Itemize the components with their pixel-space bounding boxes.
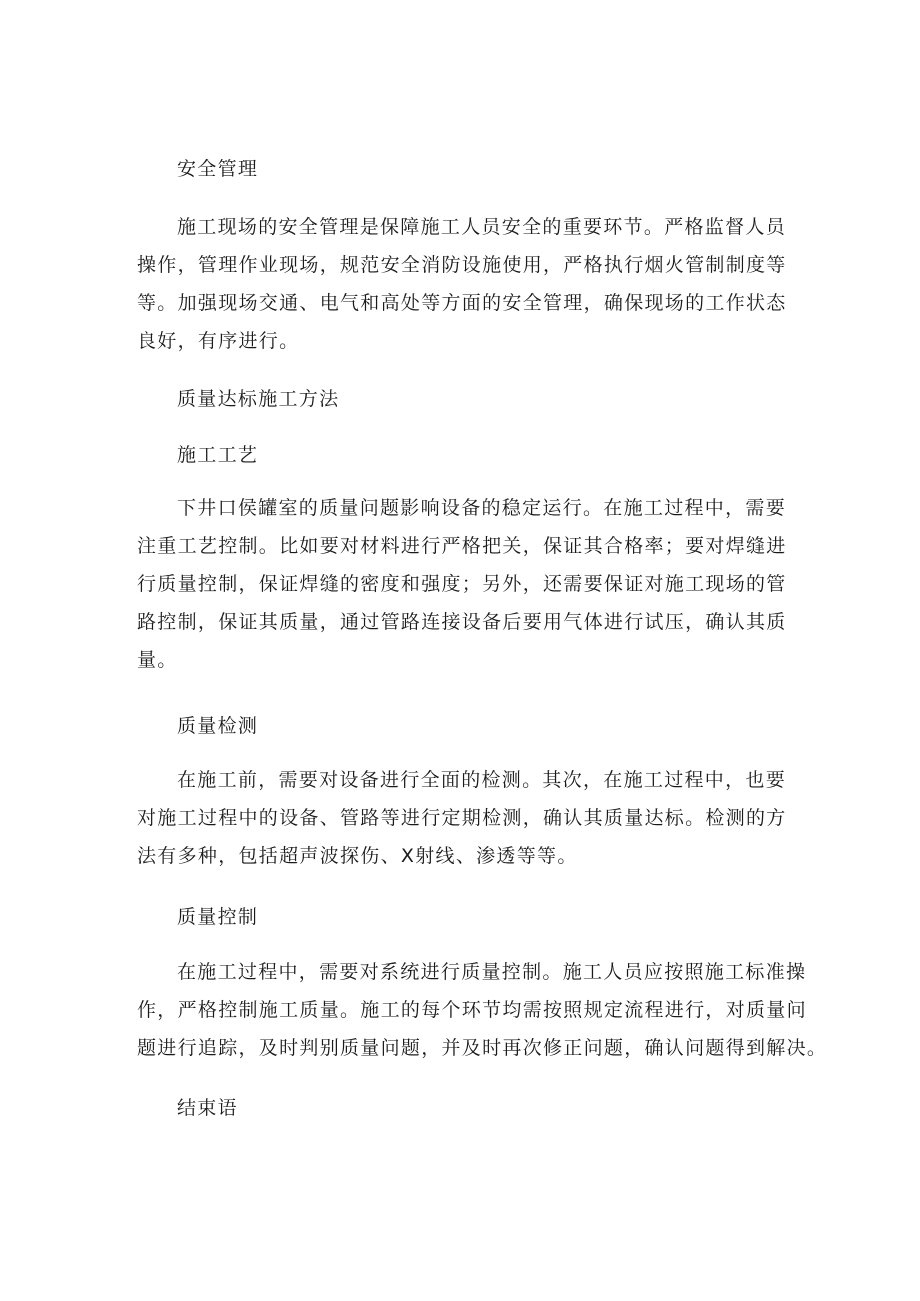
section-heading-quality-methods: 质量达标施工方法 bbox=[177, 388, 340, 410]
section-heading-conclusion: 结束语 bbox=[177, 1097, 238, 1119]
paragraph-line: 在施工前，需要对设备进行全面的检测。其次，在施工过程中，也要 bbox=[177, 769, 787, 791]
paragraph-line: 路控制，保证其质量，通过管路连接设备后要用气体进行试压，确认其质 bbox=[137, 611, 787, 633]
paragraph-quality-control bbox=[137, 953, 828, 1067]
paragraph-line: 行质量控制，保证焊缝的密度和强度；另外，还需要保证对施工现场的管 bbox=[137, 573, 787, 595]
paragraph-line: 量。 bbox=[137, 649, 178, 671]
section-heading-safety-management: 安全管理 bbox=[177, 158, 259, 180]
paragraph-line: 作，严格控制施工质量。施工的每个环节均需按照规定流程进行，对质量问 bbox=[137, 999, 807, 1021]
paragraph-line: 良好，有序进行。 bbox=[137, 330, 300, 352]
paragraph-line: 等。加强现场交通、电气和高处等方面的安全管理，确保现场的工作状态 bbox=[137, 292, 787, 314]
section-heading-quality-inspection: 质量检测 bbox=[177, 715, 259, 737]
paragraph-line: 题进行追踪，及时判别质量问题，并及时再次修正问题，确认问题得到解决。 bbox=[137, 1037, 828, 1059]
section-heading-quality-control: 质量控制 bbox=[177, 906, 259, 928]
section-heading-construction-process: 施工工艺 bbox=[177, 444, 259, 466]
paragraph-safety-management bbox=[137, 208, 789, 360]
paragraph-quality-inspection bbox=[137, 761, 789, 875]
paragraph-line: 注重工艺控制。比如要对材料进行严格把关，保证其合格率；要对焊缝进 bbox=[137, 535, 787, 557]
paragraph-line: 对施工过程中的设备、管路等进行定期检测，确认其质量达标。检测的方 bbox=[137, 807, 787, 829]
paragraph-line: 在施工过程中，需要对系统进行质量控制。施工人员应按照施工标准操 bbox=[177, 961, 807, 983]
paragraph-line: 下井口侯罐室的质量问题影响设备的稳定运行。在施工过程中，需要 bbox=[177, 497, 787, 519]
paragraph-construction-process bbox=[137, 489, 789, 679]
paragraph-line: 施工现场的安全管理是保障施工人员安全的重要环节。严格监督人员 bbox=[177, 216, 787, 238]
paragraph-line: 法有多种，包括超声波探伤、X射线、渗透等等。 bbox=[137, 845, 578, 867]
paragraph-line: 操作，管理作业现场，规范安全消防设施使用，严格执行烟火管制制度等 bbox=[137, 254, 787, 276]
